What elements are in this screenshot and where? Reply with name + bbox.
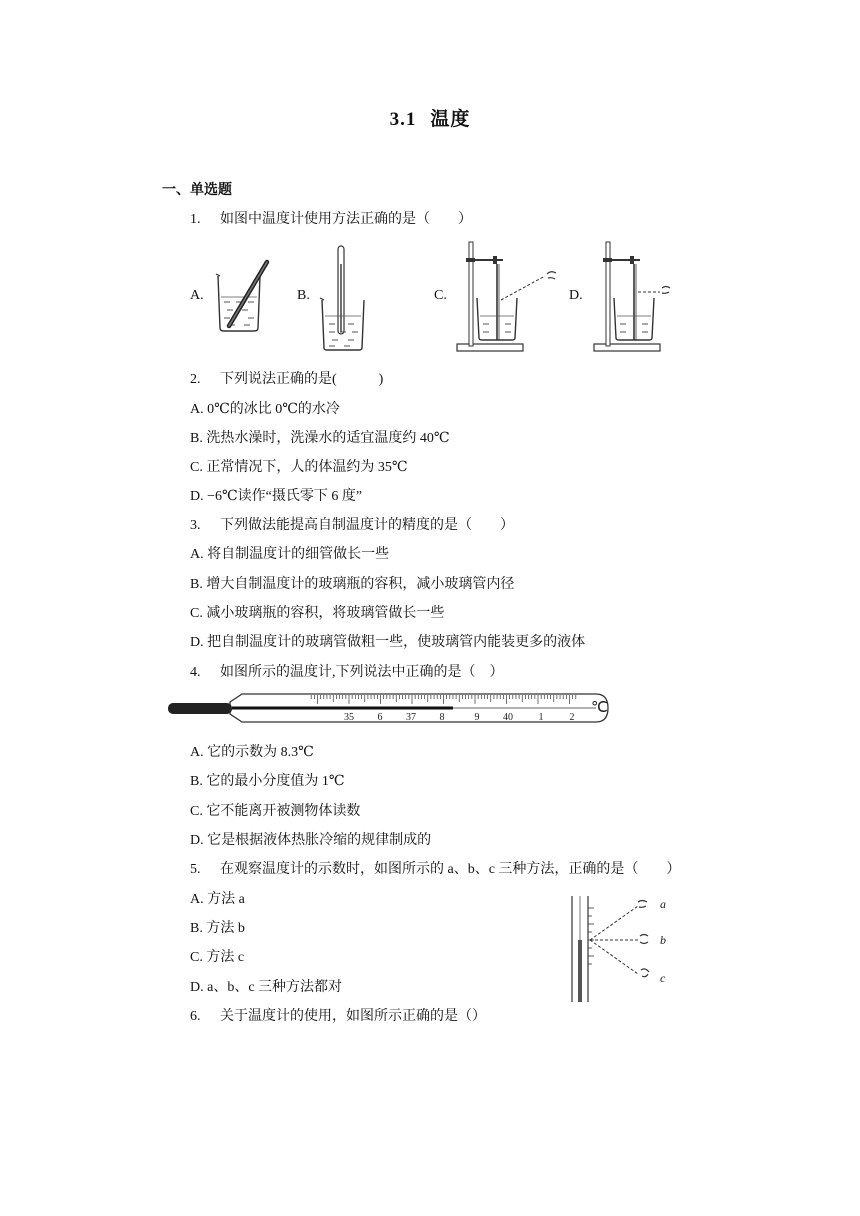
q2-option-a: A. 0℃的冰比 0℃的水冷 bbox=[190, 402, 340, 417]
question-5: 5. 在观察温度计的示数时，如图所示的 a、b、c 三种方法，正确的是（ ） bbox=[190, 862, 681, 877]
q1-label-d: D. bbox=[569, 288, 583, 303]
tick-label-37: 37 bbox=[406, 712, 416, 723]
q3-option-b: B. 增大自制温度计的玻璃瓶的容积，减小玻璃管内径 bbox=[190, 577, 515, 592]
tick-label-2: 2 bbox=[569, 712, 575, 723]
tick-label-35: 35 bbox=[344, 712, 354, 723]
viewpoint-a-label: a bbox=[660, 897, 666, 911]
q4-thermometer-figure bbox=[166, 690, 612, 726]
q5-option-b: B. 方法 b bbox=[190, 921, 245, 936]
tick-label-9: 9 bbox=[474, 712, 480, 723]
q1-figure-b bbox=[320, 244, 370, 354]
section-heading: 一、单选题 bbox=[162, 183, 232, 198]
page-title bbox=[0, 104, 860, 131]
question-1-stem: 如图中温度计使用方法正确的是（ ） bbox=[220, 212, 472, 227]
question-2: 2. 下列说法正确的是( ) bbox=[190, 372, 384, 387]
tick-label-1: 1 bbox=[538, 712, 544, 723]
q5-viewing-figure bbox=[566, 894, 686, 1006]
q4-option-a: A. 它的示数为 8.3℃ bbox=[190, 745, 314, 760]
q2-option-c: C. 正常情况下，人的体温约为 35℃ bbox=[190, 460, 408, 475]
q1-figure-d bbox=[592, 240, 702, 356]
q5-option-a: A. 方法 a bbox=[190, 892, 245, 907]
question-3: 3. 下列做法能提高自制温度计的精度的是（ ） bbox=[190, 518, 514, 533]
viewpoint-b-label: b bbox=[660, 933, 666, 947]
q4-option-b: B. 它的最小分度值为 1℃ bbox=[190, 774, 345, 789]
tick-label-8: 8 bbox=[439, 712, 445, 723]
question-4-stem: 如图所示的温度计,下列说法中正确的是（ ） bbox=[220, 665, 504, 680]
title-text: 温度 bbox=[430, 109, 471, 130]
question-5-stem: 在观察温度计的示数时，如图所示的 a、b、c 三种方法，正确的是（ ） bbox=[220, 862, 681, 877]
q4-option-d: D. 它是根据液体热胀冷缩的规律制成的 bbox=[190, 833, 432, 848]
q1-label-b: B. bbox=[297, 288, 310, 303]
q5-option-c: C. 方法 c bbox=[190, 950, 245, 965]
q5-option-d: D. a、b、c 三种方法都对 bbox=[190, 980, 343, 995]
q2-option-d: D. −6℃读作“摄氏零下 6 度” bbox=[190, 489, 363, 504]
question-6-stem: 关于温度计的使用，如图所示正确的是（） bbox=[220, 1009, 486, 1024]
q3-option-c: C. 减小玻璃瓶的容积，将玻璃管做长一些 bbox=[190, 606, 445, 621]
tick-label-40: 40 bbox=[503, 712, 513, 723]
q3-option-d: D. 把自制温度计的玻璃管做粗一些，使玻璃管内能装更多的液体 bbox=[190, 635, 586, 650]
q1-figure-a bbox=[212, 258, 272, 338]
viewpoint-c-label: c bbox=[660, 971, 666, 985]
unit-label: ℃ bbox=[591, 700, 608, 716]
q1-label-c: C. bbox=[434, 288, 447, 303]
q3-option-a: A. 将自制温度计的细管做长一些 bbox=[190, 547, 390, 562]
tick-label-6: 6 bbox=[377, 712, 383, 723]
question-3-stem: 下列做法能提高自制温度计的精度的是（ ） bbox=[220, 518, 514, 533]
q1-label-a: A. bbox=[190, 288, 204, 303]
q1-figure-c bbox=[455, 240, 565, 356]
title-number: 3.1 bbox=[389, 109, 417, 130]
q2-option-b: B. 洗热水澡时，洗澡水的适宜温度约 40℃ bbox=[190, 431, 450, 446]
question-4: 4. 如图所示的温度计,下列说法中正确的是（ ） bbox=[190, 665, 504, 680]
question-1: 1. 如图中温度计使用方法正确的是（ ） bbox=[190, 212, 472, 227]
question-6: 6. 关于温度计的使用，如图所示正确的是（） bbox=[190, 1009, 486, 1024]
q4-option-c: C. 它不能离开被测物体读数 bbox=[190, 804, 361, 819]
question-2-stem: 下列说法正确的是( ) bbox=[220, 372, 384, 387]
